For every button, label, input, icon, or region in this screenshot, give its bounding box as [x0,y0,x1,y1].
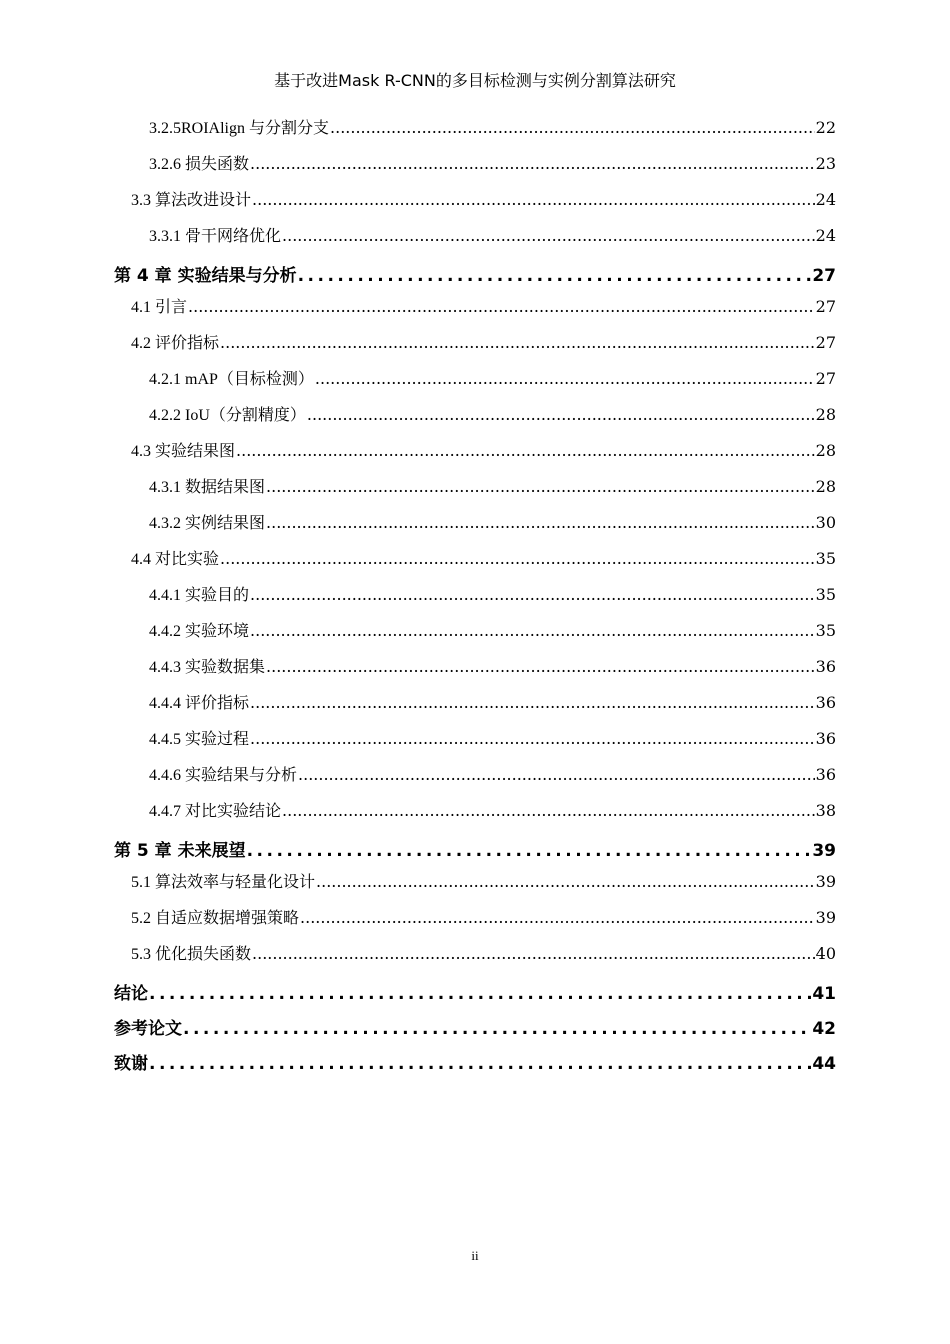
toc-entry-label: 致谢 [114,1054,148,1074]
toc-entry-label: 结论 [114,984,148,1004]
toc-entry[interactable] [0,585,950,606]
toc-dot-leader [266,657,815,677]
toc-entry-label: 5.3 优化损失函数 [131,946,252,963]
toc-entry-page: 28 [815,477,836,496]
toc-entry[interactable] [0,190,950,211]
toc-entry[interactable] [0,549,950,570]
toc-entry-label: 4.1 引言 [131,299,188,316]
toc-entry[interactable] [0,765,950,786]
toc-entry[interactable] [0,872,950,893]
toc-entry[interactable] [0,801,950,822]
toc-entry-page: 24 [815,226,836,245]
toc-entry[interactable] [0,477,950,498]
toc-dot-leader [316,872,815,892]
toc-entry-page: 28 [815,405,836,424]
toc-chapter-entry[interactable] [0,984,950,1004]
page-header-title: 基于改进Mask R-CNN的多目标检测与实例分割算法研究 [274,71,676,90]
toc-dot-leader [183,1019,811,1039]
toc-entry[interactable] [0,621,950,642]
toc-entry-page: 44 [812,1054,836,1074]
toc-entry-label: 4.4.2 实验环境 [149,623,250,640]
toc-dot-leader [330,118,815,138]
toc-chapter-entry[interactable] [0,266,950,286]
toc-entry-label: 4.4.1 实验目的 [149,587,250,604]
toc-entry-page: 35 [815,549,836,568]
toc-entry-page: 35 [815,621,836,640]
toc-entry-label: 3.2.5ROIAlign 与分割分支 [149,120,330,137]
toc-entry-page: 27 [815,333,836,352]
toc-entry-label: 5.1 算法效率与轻量化设计 [131,874,316,891]
toc-entry[interactable] [0,513,950,534]
toc-dot-leader [300,908,815,928]
toc-entry[interactable] [0,154,950,175]
toc-dot-leader [307,405,815,425]
toc-entry-label: 3.3.1 骨干网络优化 [149,228,282,245]
toc-dot-leader [266,513,815,533]
toc-entry[interactable] [0,693,950,714]
toc-chapter-entry[interactable] [0,1054,950,1074]
toc-entry-page: 22 [815,118,836,137]
toc-entry-page: 23 [815,154,836,173]
toc-entry-label: 3.2.6 损失函数 [149,156,250,173]
toc-entry[interactable] [0,118,950,139]
toc-entry-page: 27 [815,297,836,316]
toc-dot-leader [266,477,815,497]
page-number: ii [471,1248,479,1263]
toc-entry-label: 4.2.1 mAP（目标检测） [149,371,314,388]
toc-entry-page: 30 [815,513,836,532]
toc-dot-leader [282,801,815,821]
toc-entry-label: 4.4.6 实验结果与分析 [149,767,298,784]
toc-entry-page: 36 [815,693,836,712]
toc-entry-label: 4.4.5 实验过程 [149,731,250,748]
toc-chapter-entry[interactable] [0,841,950,861]
toc-dot-leader [252,944,815,964]
toc-entry-label: 4.4 对比实验 [131,551,220,568]
toc-entry-label: 3.3 算法改进设计 [131,192,252,209]
toc-dot-leader [315,369,815,389]
toc-entry-page: 36 [815,729,836,748]
toc-dot-leader [250,154,815,174]
toc-chapter-entry[interactable] [0,1019,950,1039]
toc-entry-label: 4.3.1 数据结果图 [149,479,266,496]
toc-entry[interactable] [0,441,950,462]
toc-dot-leader [236,441,815,461]
toc-entry[interactable] [0,657,950,678]
toc-entry-page: 40 [815,944,836,963]
toc-entry[interactable] [0,405,950,426]
toc-entry-page: 27 [815,369,836,388]
toc-dot-leader [149,984,811,1004]
toc-entry-label: 4.4.7 对比实验结论 [149,803,282,820]
toc-entry-label: 第 4 章 实验结果与分析 [114,266,297,286]
toc-entry-label: 4.3.2 实例结果图 [149,515,266,532]
toc-entry[interactable] [0,226,950,247]
toc-entry-page: 42 [812,1019,836,1039]
toc-entry[interactable] [0,333,950,354]
toc-dot-leader [282,226,815,246]
toc-entry[interactable] [0,369,950,390]
toc-entry-page: 36 [815,765,836,784]
toc-dot-leader [220,333,815,353]
toc-entry-page: 35 [815,585,836,604]
toc-dot-leader [252,190,815,210]
toc-dot-leader [250,729,815,749]
toc-dot-leader [250,585,815,605]
toc-entry[interactable] [0,729,950,750]
toc-entry-page: 39 [812,841,836,861]
toc-dot-leader [250,621,815,641]
toc-dot-leader [149,1054,811,1074]
toc-entry-label: 4.2 评价指标 [131,335,220,352]
toc-entry-label: 4.4.3 实验数据集 [149,659,266,676]
toc-entry-page: 41 [812,984,836,1004]
toc-dot-leader [220,549,815,569]
toc-entry[interactable] [0,908,950,929]
toc-dot-leader [298,765,815,785]
toc-entry-label: 参考论文 [114,1019,182,1039]
toc-entry-label: 第 5 章 未来展望 [114,841,246,861]
toc-entry-label: 4.3 实验结果图 [131,443,236,460]
toc-entry[interactable] [0,944,950,965]
toc-entry-page: 27 [812,266,836,286]
toc-entry-page: 36 [815,657,836,676]
toc-dot-leader [188,297,815,317]
toc-dot-leader [247,841,812,861]
toc-entry-page: 24 [815,190,836,209]
toc-entry-page: 28 [815,441,836,460]
toc-entry-label: 4.2.2 IoU（分割精度） [149,407,306,424]
toc-entry-page: 39 [815,872,836,891]
toc-entry-label: 4.4.4 评价指标 [149,695,250,712]
toc-entry-label: 5.2 自适应数据增强策略 [131,910,300,927]
toc-dot-leader [250,693,815,713]
toc-dot-leader [298,266,812,286]
toc-entry-page: 39 [815,908,836,927]
toc-entry[interactable] [0,297,950,318]
toc-entry-page: 38 [815,801,836,820]
